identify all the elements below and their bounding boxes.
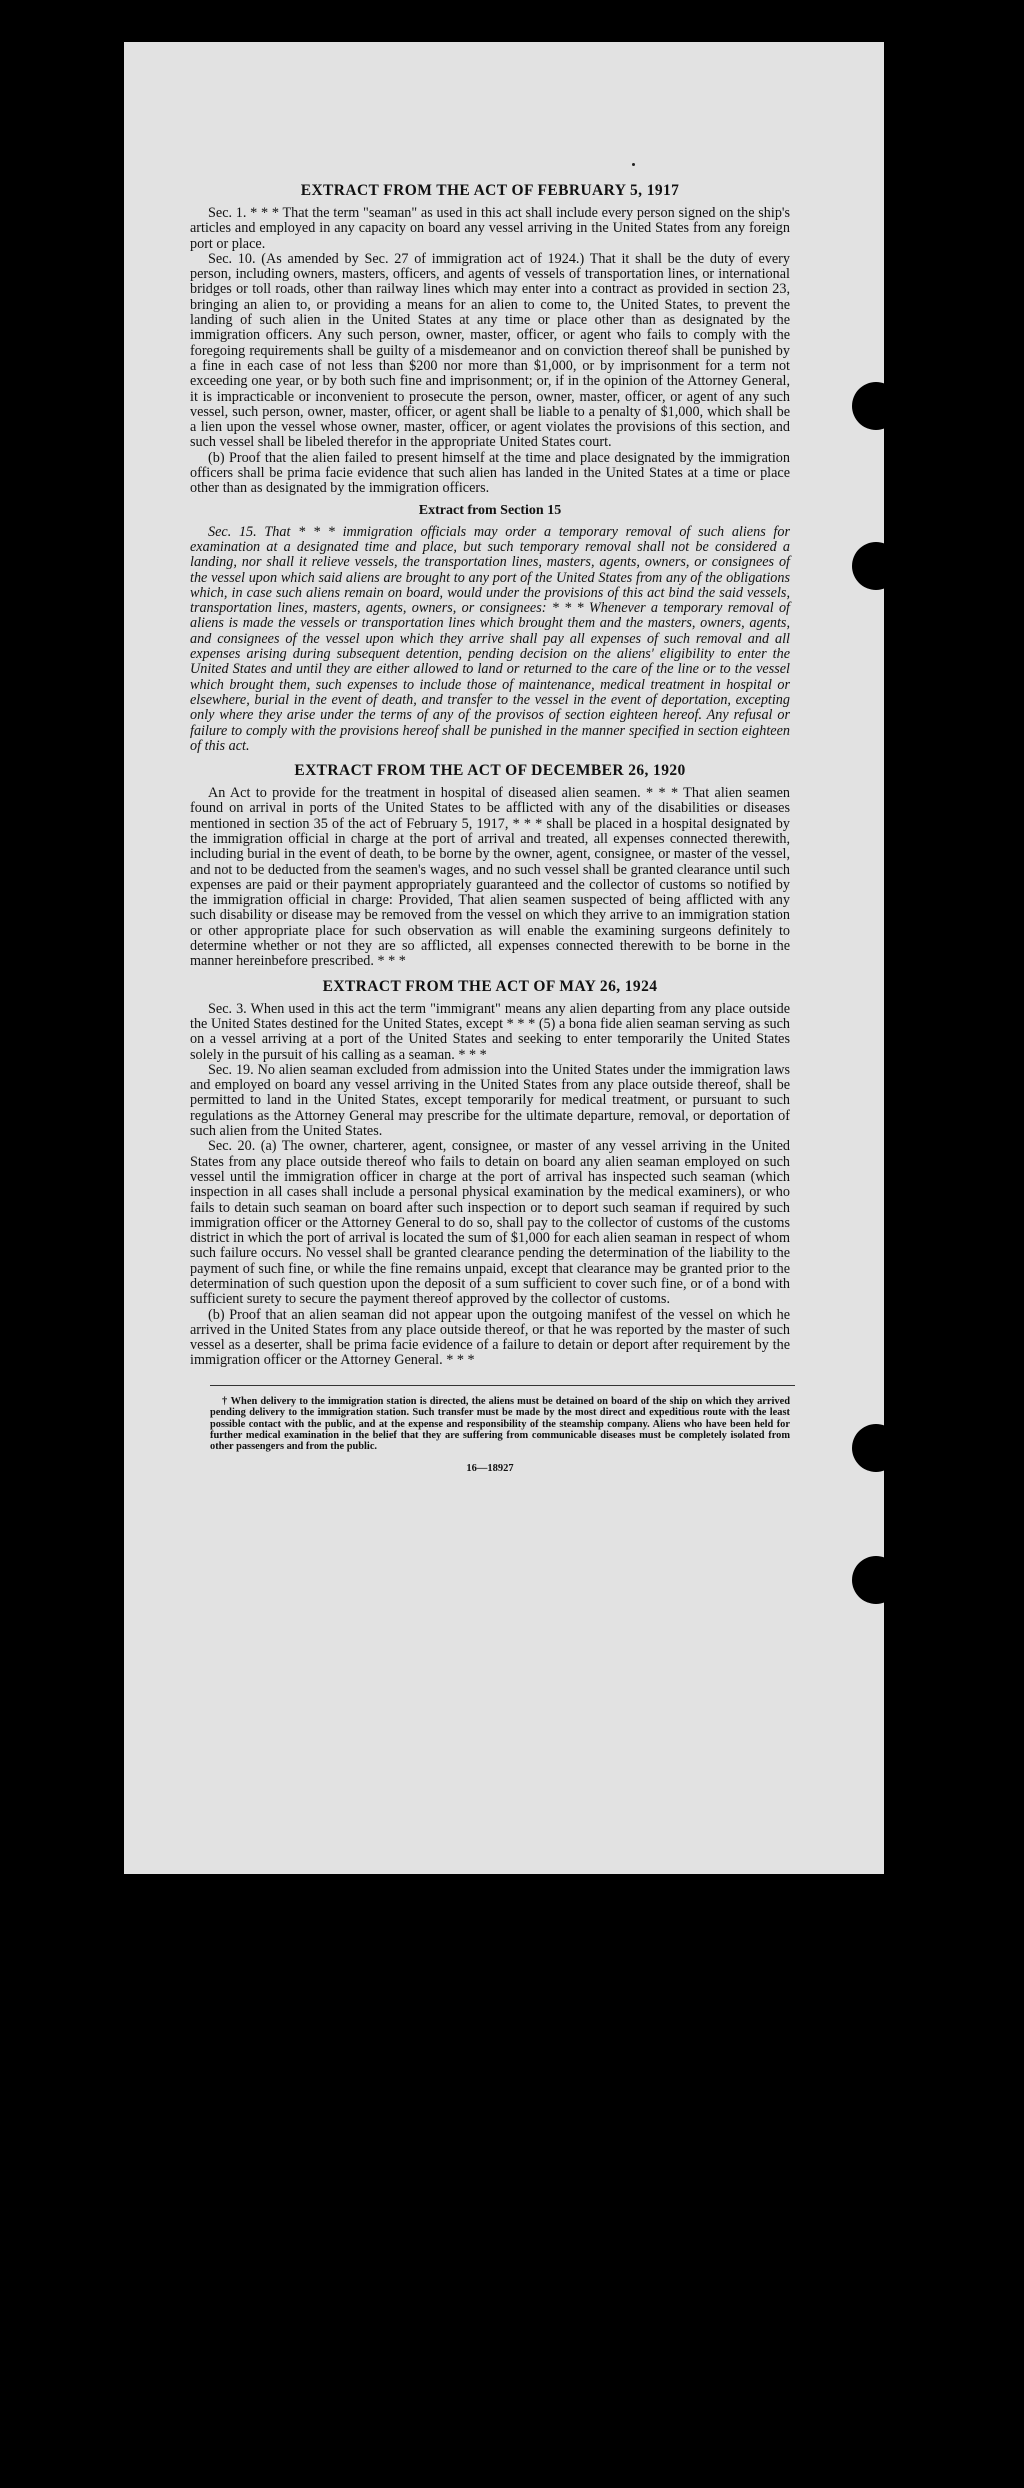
paragraph-sec-1: Sec. 1. * * * That the term "seaman" as used in this act shall include every person signed on the ship's articles and employed in any capacity on board any vessel arriving in the United States from any foreign port or place. [190,205,790,252]
footnote-divider [210,1385,795,1386]
paragraph-sec-20-a: Sec. 20. (a) The owner, charterer, agent, consignee, or master of any vessel arriving in the United States from any place outside thereof who fails to detain on board any alien seaman employed on such vessel until the immigration officer in charge at the port of arrival has inspected such seaman (which inspection in all cases shall include a personal physical examination by the medical examiners), or who fails to detain such seaman on board after such inspection or to deport such seaman if required by such immigration officer or the Attorney General to do so, shall pay to the collector of customs of the customs district in which the port of arrival is located the sum of $1,000 for each alien seaman in respect of whom such failure occurs. No vessel shall be granted clearance pending the determination of the liability to the payment of such fine, or while the fine remains unpaid, except that clearance may be granted prior to the determination of such question upon the deposit of a sum sufficient to cover such fine, or of a bond with sufficient surety to secure the payment thereof approved by the collector of customs. [190,1138,790,1308]
paragraph-sec-15: Sec. 15. That * * * immigration officials may order a temporary removal of such aliens for examination at a designated time and place, but such temporary removal shall not be considered a landing, nor shall it relieve vessels, the transportation lines, masters, agents, owners, or consignees of the vessel upon which said aliens are brought to any port of the United States from any of the obligations which, in case such aliens remain on board, would under the provisions of this act bind the said vessels, transportation lines, masters, agents, owners, or consignees: * * * Whenever a temporary removal of aliens is made the vessels or transportation lines which brought them and the masters, owners, agents, and consignees of the vessel upon which they arrive shall pay all expenses of such removal and all expenses arising during subsequent detention, pending decision on the aliens' eligibility to enter the United States and until they are either allowed to land or returned to the care of the line or to the vessel which brought them, such expenses to include those of maintenance, medical treatment in hospital or elsewhere, burial in the event of death, and transfer to the vessel in the event of deportation, excepting only where they arise under the terms of any of the provisos of section eighteen hereof. Any refusal or failure to comply with the provisions hereof shall be punished in the manner specified in section eighteen of this act. [190,523,790,754]
paragraph-sec-3: Sec. 3. When used in this act the term "immigrant" means any alien departing from any place outside the United States destined for the United States, except * * * (5) a bona fide alien seaman serving as such on a vessel arriving at a port of the United States and seeking to enter temporarily the United States solely in the pursuit of his calling as a seaman. * * * [190,1000,790,1063]
paragraph-sec-10: Sec. 10. (As amended by Sec. 27 of immigration act of 1924.) That it shall be the duty of every person, including owners, masters, officers, and agents of vessels of transportation lines, or international bridges or toll roads, other than railway lines which may enter into a contract as provided in section 23, bringing an alien to, or providing a means for an alien to come to, the United States, to prevent the landing of such alien in the United States at any time or place other than as designated by the immigration officers. Any such person, owner, master, officer, or agent who fails to comply with the foregoing requirements shall be guilty of a misdemeanor and on conviction thereof shall be punished by a fine in each case of not less than $200 nor more than $1,000, or by imprisonment for a term not exceeding one year, or by both such fine and imprisonment; or, if in the opinion of the Attorney General, it is impracticable or inconvenient to prosecute the person, owner, master, officer, or agent of any such vessel, such person, owner, master, officer, or agent shall be liable to a penalty of $1,000, which shall be a lien upon the vessel whose owner, master, officer, or agent violates the provisions of this section, and such vessel shall be libeled therefor in the appropriate United States court. [190,250,790,451]
section-title-feb-1917: EXTRACT FROM THE ACT OF FEBRUARY 5, 1917 [300,182,680,199]
section-title-dec-1920: EXTRACT FROM THE ACT OF DECEMBER 26, 1920 [294,762,686,780]
subtitle-section-15: Extract from Section 15 [418,502,562,518]
punch-hole [852,1556,900,1604]
punch-hole [852,1424,900,1472]
speck [632,163,635,166]
page-number: 16—18927 [466,1462,514,1474]
paragraph-sec-19: Sec. 19. No alien seaman excluded from admission into the United States under the immigration laws and employed on board any vessel arriving in the United States from any place outside thereof, shall be permitted to land in the United States, except temporarily for medical treatment, or pursuant to such regulations as the Attorney General may prescribe for the ultimate departure, removal, or deportation of such alien from the United States. [190,1061,790,1140]
punch-hole [852,382,900,430]
paragraph-sec-10-b: (b) Proof that the alien failed to present himself at the time and place designated by the immigration officers shall be prima facie evidence that such alien has landed in the United States at a time or place other than as designated by the immigration officers. [190,449,790,497]
document-page [124,42,884,1874]
section-title-may-1924: EXTRACT FROM THE ACT OF MAY 26, 1924 [322,977,658,995]
punch-hole [852,542,900,590]
footnote: † When delivery to the immigration station is directed, the aliens must be detained on board of the ship on which they arrived pending delivery to the immigration station. Such transfer must be made by the most direct and expeditious route with the least possible contact with the public, and at the expense and responsibility of the steamship company. Aliens who have been held for further medical examination in the belief that they are suffering from communicable diseases must be completely isolated from other passengers and from the public. [210,1396,790,1452]
paragraph-sec-20-b: (b) Proof that an alien seaman did not appear upon the outgoing manifest of the vessel on which he arrived in the United States from any place outside thereof, or that he was reported by the master of such vessel as a deserter, shall be prima facie evidence of a failure to detain or deport after requirement by the immigration officer or the Attorney General. * * * [190,1306,790,1369]
paragraph-act-1920: An Act to provide for the treatment in hospital of diseased alien seamen. * * * That alien seamen found on arrival in ports of the United States to be afflicted with any of the disabilities or diseases mentioned in section 35 of the act of February 5, 1917, * * * shall be placed in a hospital designated by the immigration official in charge at the port of arrival and treated, all expenses connected therewith, including burial in the event of death, to be borne by the owner, agent, consignee, or master of the vessel, and not to be deducted from the seamen's wages, and no such vessel shall be granted clearance until such expenses are paid or their payment appropriately guaranteed and the collector of customs so notified by the immigration official in charge: Provided, That alien seamen suspected of being afflicted with any such disability or disease may be removed from the vessel on which they arrive to an immigration station or other appropriate place for such observation as will enable the examining surgeons definitely to determine whether or not they are so afflicted, all expenses connected therewith to be borne in the manner hereinbefore prescribed. * * * [190,785,790,970]
